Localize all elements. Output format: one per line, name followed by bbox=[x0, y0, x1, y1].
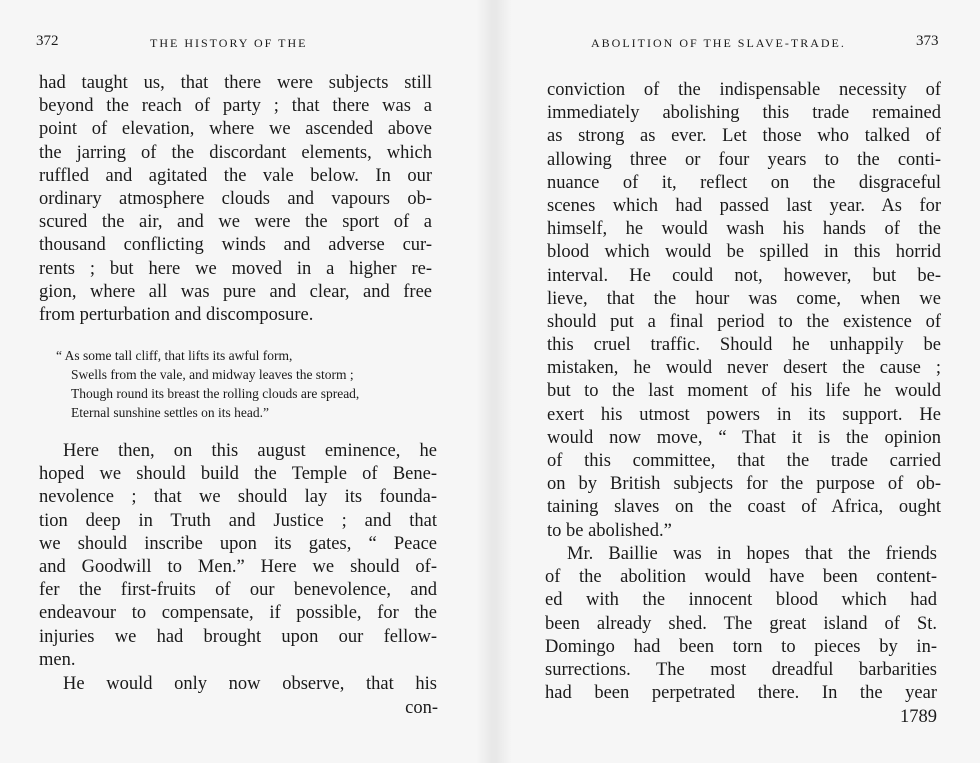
text-line: taining slaves on the coast of Africa, ought bbox=[547, 497, 941, 518]
text-line: ordinary atmosphere clouds and vapours ob- bbox=[39, 188, 432, 209]
text-line: we should inscribe upon its gates, “ Peace bbox=[39, 533, 437, 554]
right-page-number: 373 bbox=[916, 33, 939, 49]
text-line: himself, he would wash his hands of the bbox=[547, 219, 941, 240]
left-paragraph-2 bbox=[39, 440, 437, 672]
text-line: point of elevation, where we ascended above bbox=[39, 119, 432, 140]
text-line: lieve, that the hour was come, when we bbox=[547, 288, 941, 309]
text-line: tion deep in Truth and Justice ; and that bbox=[39, 510, 437, 531]
verse-line: “ As some tall cliff, that lifts its awful form, bbox=[56, 348, 293, 363]
text-line: immediately abolishing this trade remained bbox=[547, 103, 941, 124]
text-line: ruffled and agitated the vale below. In our bbox=[39, 165, 432, 186]
left-catchword bbox=[300, 697, 438, 720]
text-line: hoped we should build the Temple of Bene- bbox=[39, 464, 437, 485]
verse-line: Swells from the vale, and midway leaves the storm ; bbox=[71, 367, 354, 382]
left-paragraph-1 bbox=[39, 72, 432, 327]
text-line: as strong as ever. Let those who talked of bbox=[547, 126, 941, 147]
left-paragraph-3 bbox=[39, 673, 437, 696]
text-line: ed with the innocent blood which had bbox=[545, 590, 937, 611]
text-line: men. bbox=[39, 649, 76, 670]
text-line: of this committee, that the trade carried bbox=[547, 451, 941, 471]
verse-quotation bbox=[56, 346, 359, 422]
text-line: scured the air, and we were the sport of a bbox=[39, 212, 432, 233]
text-line: from perturbation and discomposure. bbox=[39, 304, 314, 325]
text-line: nuance of it, reflect on the disgraceful bbox=[547, 172, 941, 193]
text-line: exert his utmost powers in its support. He bbox=[547, 404, 941, 425]
verse-line: Though round its breast the rolling clouds are spread, bbox=[71, 386, 360, 401]
text-line: of the abolition would have been content- bbox=[545, 567, 937, 588]
text-line: thousand conflicting winds and adverse cur- bbox=[39, 235, 432, 256]
right-running-head: ABOLITION OF THE SLAVE-TRADE. bbox=[591, 36, 846, 50]
text-line: endeavour to compensate, if possible, for the bbox=[39, 603, 437, 624]
text-line: had been perpetrated there. In the year bbox=[545, 683, 937, 704]
text-line: blood which would be spilled in this horrid bbox=[547, 242, 941, 263]
text-line: should put a final period to the existence of bbox=[547, 311, 941, 332]
text-line: on by British subjects for the purpose of ob- bbox=[547, 474, 941, 495]
text-line: nevolence ; that we should lay its founda- bbox=[39, 487, 437, 508]
text-line: Mr. Baillie was in hopes that the friends bbox=[567, 544, 937, 564]
left-running-head: THE HISTORY OF THE bbox=[150, 36, 308, 50]
text-line: surrections. The most dreadful barbarities bbox=[545, 659, 937, 680]
verse-line: Eternal sunshine settles on its head.” bbox=[71, 405, 269, 420]
left-page-number: 372 bbox=[36, 33, 59, 49]
catchword: con- bbox=[405, 698, 438, 718]
text-line: conviction of the indispensable necessity of bbox=[547, 80, 941, 100]
text-line: to be abolished.” bbox=[547, 520, 672, 541]
text-line: but to the last moment of his life he would bbox=[547, 381, 941, 402]
text-line: gion, where all was pure and clear, and free bbox=[39, 281, 432, 302]
text-line: and Goodwill to Men.” Here we should of- bbox=[39, 556, 437, 577]
right-paragraph-1 bbox=[547, 79, 941, 543]
text-line: the jarring of the discordant elements, which bbox=[39, 142, 432, 163]
right-paragraph-2 bbox=[545, 543, 937, 705]
text-line: Here then, on this august eminence, he bbox=[63, 441, 437, 461]
right-catchword bbox=[820, 706, 937, 729]
catchword: 1789 bbox=[900, 707, 937, 727]
text-line: scenes which had passed last year. As for bbox=[547, 195, 941, 216]
text-line: mistaken, he would never desert the cause ; bbox=[547, 358, 941, 379]
text-line: would now move, “ That it is the opinion bbox=[547, 427, 941, 448]
text-line: Domingo had been torn to pieces by in- bbox=[545, 636, 937, 657]
text-line: He would only now observe, that his bbox=[63, 674, 437, 694]
text-line: had taught us, that there were subjects still bbox=[39, 73, 432, 93]
text-line: been already shed. The great island of St. bbox=[545, 613, 937, 634]
text-line: rents ; but here we moved in a higher re- bbox=[39, 258, 432, 279]
text-line: interval. He could not, however, but be- bbox=[547, 265, 941, 286]
right-page bbox=[490, 0, 980, 763]
text-line: injuries we had brought upon our fellow- bbox=[39, 626, 437, 647]
text-line: this cruel traffic. Should he unhappily be bbox=[547, 335, 941, 356]
text-line: fer the first-fruits of our benevolence, and bbox=[39, 580, 437, 601]
text-line: beyond the reach of party ; that there was a bbox=[39, 96, 432, 117]
text-line: allowing three or four years to the conti- bbox=[547, 149, 941, 170]
